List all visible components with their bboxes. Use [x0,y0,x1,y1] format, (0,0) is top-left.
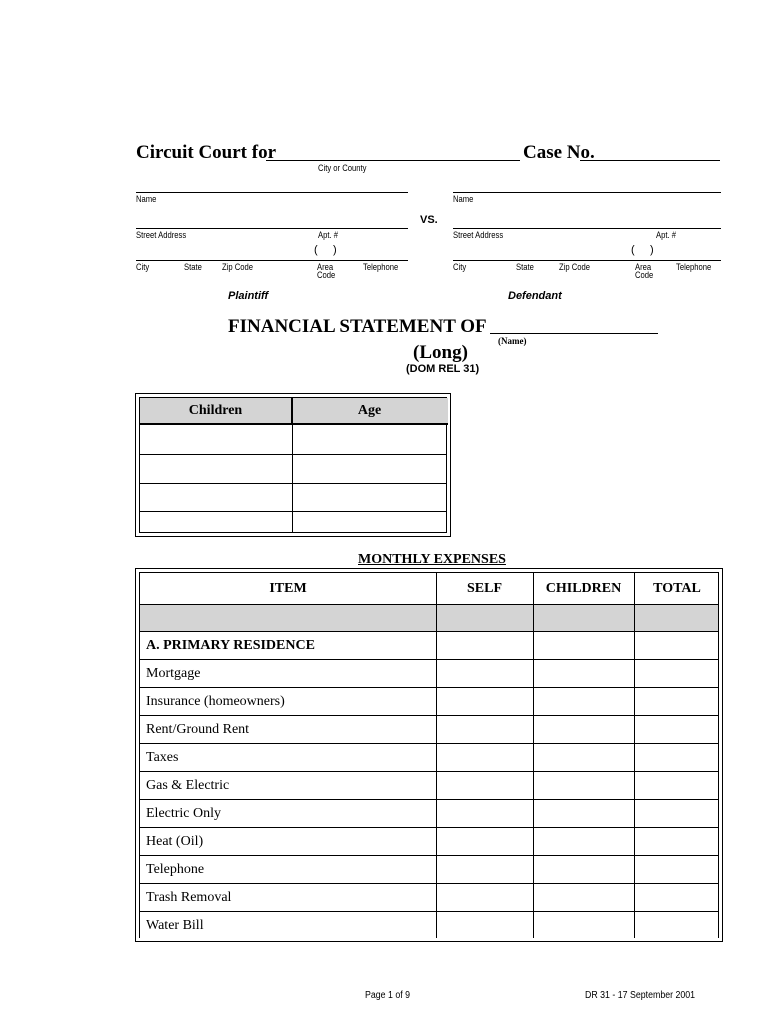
plaintiff-area-label: Area [317,262,334,272]
section-label: A. PRIMARY RESIDENCE [146,638,315,653]
name-hint: (Name) [498,336,527,346]
table-row[interactable] [140,483,446,512]
defendant-state-label: State [516,262,534,272]
defendant-zip-label: Zip Code [559,262,591,272]
defendant-area-paren: ( ) [631,244,654,256]
column-divider [533,573,534,938]
expenses-caption: MONTHLY EXPENSES [358,552,506,567]
table-row[interactable] [140,688,718,716]
item-label: Mortgage [146,666,201,681]
form-id: DR 31 - 17 September 2001 [585,990,696,1001]
table-row[interactable] [140,454,446,484]
defendant-apt-label: Apt. # [656,230,676,240]
age-header: Age [291,398,448,425]
defendant-telephone-label: Telephone [676,262,712,272]
table-row[interactable] [140,884,718,912]
defendant-city-label: City [453,262,467,272]
defendant-street-field[interactable] [453,228,721,229]
table-row[interactable] [140,425,446,455]
table-row[interactable] [140,828,718,856]
children-table [135,393,451,537]
plaintiff-state-label: State [184,262,202,272]
plaintiff-name-field[interactable] [136,192,408,193]
plaintiff-city-field[interactable] [136,260,408,261]
defendant-caption: Defendant [508,290,562,302]
plaintiff-telephone-label: Telephone [363,262,399,272]
plaintiff-caption: Plaintiff [228,290,269,302]
expenses-table [135,568,723,942]
item-label: Gas & Electric [146,778,230,793]
item-label: Electric Only [146,806,222,821]
long-label: (Long) [413,342,468,363]
statement-name-field[interactable] [490,333,658,334]
item-label: Water Bill [146,918,204,933]
column-divider [634,573,635,938]
defendant-area-label: Area [635,262,652,272]
item-label: Telephone [146,862,205,877]
defendant-city-field[interactable] [453,260,721,261]
item-label: Taxes [146,750,179,765]
item-header: ITEM [269,580,307,596]
defendant-code-label: Code [635,270,654,280]
table-row[interactable] [140,800,718,828]
header-divider [291,398,293,425]
table-row[interactable] [140,912,718,940]
case-number-field[interactable] [580,160,720,161]
form-title: FINANCIAL STATEMENT OF [228,316,487,337]
plaintiff-name-label: Name [136,194,157,204]
form-code: (DOM REL 31) [406,363,480,375]
plaintiff-zip-label: Zip Code [222,262,254,272]
plaintiff-code-label: Code [317,270,336,280]
children-header: Children [140,398,291,425]
page-number: Page 1 of 9 [365,990,411,1001]
table-row[interactable] [140,772,718,800]
city-county-caption: City or County [318,163,367,173]
plaintiff-area-paren: ( ) [314,244,337,256]
table-row[interactable] [140,744,718,772]
table-row[interactable] [140,660,718,688]
item-label: Insurance (homeowners) [146,694,285,709]
defendant-street-label: Street Address [453,230,504,240]
case-label: Case No. [523,142,595,163]
plaintiff-apt-label: Apt. # [318,230,338,240]
plaintiff-city-label: City [136,262,150,272]
plaintiff-street-field[interactable] [136,228,408,229]
court-label: Circuit Court for [136,142,277,163]
defendant-name-field[interactable] [453,192,721,193]
plaintiff-street-label: Street Address [136,230,187,240]
item-label: Heat (Oil) [146,834,204,849]
defendant-name-label: Name [453,194,474,204]
self-header: SELF [466,580,502,596]
children-col-header: CHILDREN [545,580,622,596]
table-row[interactable] [140,716,718,744]
column-divider [436,573,437,938]
total-header: TOTAL [653,580,701,596]
shaded-row [140,604,718,632]
item-label: Trash Removal [146,890,232,905]
section-row[interactable] [140,632,718,660]
table-row[interactable] [140,856,718,884]
vs-label: VS. [420,214,438,226]
item-label: Rent/Ground Rent [146,722,250,737]
court-field[interactable] [266,160,520,161]
